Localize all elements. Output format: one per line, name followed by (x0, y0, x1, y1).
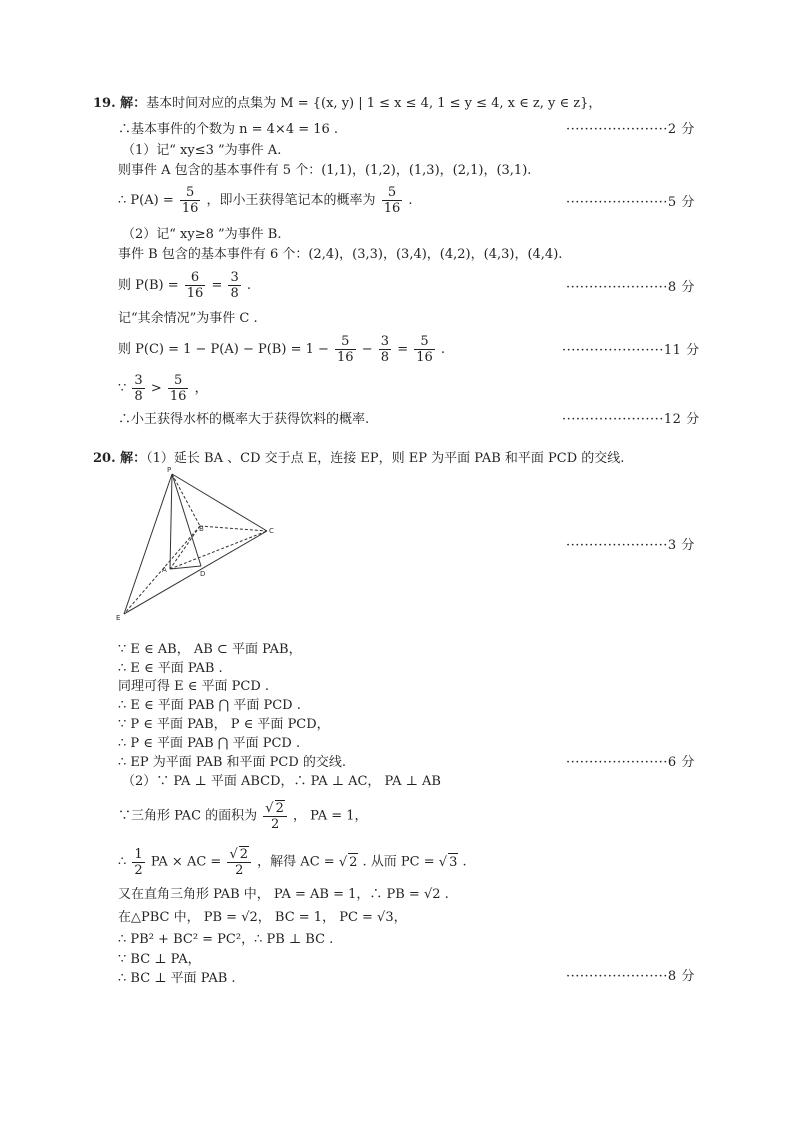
label-A: A (162, 566, 167, 574)
edge-PA (170, 474, 172, 569)
fraction-5-16-b: $\frac{5}{16}$ (383, 185, 401, 216)
label-C: C (269, 527, 274, 535)
q20-line-5: ∴ E ∈ 平面 PAB ⋂ 平面 PCD . (118, 698, 301, 713)
q19-line-8: 则 P(B) = $\frac{6}{16}$ = $\frac{3}{8}$ . (118, 270, 252, 301)
q19-score-12: ······················12 分 (562, 412, 700, 427)
q20-line-14: ∴ PB² + BC² = PC²，∴ PB ⊥ BC . (118, 932, 334, 947)
q20-line-2: ∵ E ∈ AB， AB ⊂ 平面 PAB， (118, 642, 302, 657)
q20-line-13: 在△PBC 中， PB = √2， BC = 1， PC = √3， (118, 910, 407, 925)
q20-line-3: ∴ E ∈ 平面 PAB . (118, 661, 223, 676)
q19-score-5: ······················5 分 (566, 195, 695, 210)
q19-line-12: ∴小王获得水杯的概率大于获得饮料的概率. (118, 412, 370, 427)
q19-line-5: ∴ P(A) = $\frac{5}{16}$ ，即小王获得笔记本的概率为 $\frac{5}{16}$ . (118, 185, 413, 216)
q19-line-3: （1）记“ xy≤3 ”为事件 A. (122, 143, 282, 158)
q19-score-8: ······················8 分 (566, 280, 695, 295)
edge-AD (170, 566, 201, 569)
q20-score-8: ······················8 分 (566, 969, 695, 984)
q19-header: 19. 解： (93, 96, 147, 111)
q20-header: 20. 解： (93, 451, 147, 466)
q19-line-10: 则 P(C) = 1 − P(A) − P(B) = 1 − $\frac{5}{16}$ − $\frac{3}{8}$ = $\frac{5}{16}$ . (118, 334, 446, 365)
q20-line-9: （2）∵ PA ⊥ 平面 ABCD，∴ PA ⊥ AC， PA ⊥ AB (122, 774, 441, 789)
label-D: D (200, 570, 206, 578)
fraction-5-16: $\frac{5}{16}$ (181, 185, 199, 216)
q19-line-11: ∵ $\frac{3}{8}$ > $\frac{5}{16}$ ， (118, 373, 208, 404)
q19-line-6: （2）记“ xy≥8 ”为事件 B. (122, 227, 282, 242)
q19-line-9: 记“其余情况”为事件 C . (118, 311, 258, 326)
q19-line-1: 19. 解：基本时间对应的点集为 M = {(x, y) | 1 ≤ x ≤ 4, 1 ≤ y ≤ 4, x ∈ z, y ∈ z}， (93, 96, 602, 111)
q20-line-4: 同理可得 E ∈ 平面 PCD . (118, 679, 270, 694)
edge-PC (172, 474, 267, 531)
q20-line-11: ∴ $\frac{1}{2}$ PA × AC = $\frac{√ 2}{2}$ ，解得 AC = √ 2 . 从而 PC = √ 3 . (118, 846, 467, 878)
edge-PE (124, 474, 172, 614)
pyramid-figure (112, 464, 287, 624)
q19-score-2: ······················2 分 (566, 122, 695, 137)
q20-line-10: ∵三角形 PAC 的面积为 $\frac{√ 2}{2}$ ， PA = 1， (118, 801, 368, 832)
q20-line-16: ∴ BC ⊥ 平面 PAB . (118, 971, 236, 986)
q20-line-15: ∵ BC ⊥ PA， (118, 952, 201, 967)
q19-line-4: 则事件 A 包含的基本事件有 5 个：(1,1)，(1,2)，(1,3)，(2,1)，(3,1). (118, 163, 532, 178)
q20-line-1: 20. 解：（1）延长 BA 、CD 交于点 E，连接 EP，则 EP 为平面 PAB 和平面 PCD 的交线. (93, 451, 625, 466)
label-B: B (199, 525, 204, 533)
q19-line-7: 事件 B 包含的基本事件有 6 个：(2,4)，(3,3)，(3,4)，(4,2)，(4,3)，(4,4). (118, 247, 563, 262)
q20-line-7: ∴ P ∈ 平面 PAB ⋂ 平面 PCD . (118, 736, 301, 751)
q20-line-12: 又在直角三角形 PAB 中， PA = AB = 1，∴ PB = √2 . (118, 887, 449, 902)
q20-line-6: ∵ P ∈ 平面 PAB， P ∈ 平面 PCD， (118, 717, 330, 732)
q20-score-6: ······················6 分 (566, 755, 695, 770)
edge-BC (200, 526, 267, 531)
q19-score-11: ······················11 分 (562, 343, 700, 358)
q20-line-8: ∴ EP 为平面 PAB 和平面 PCD 的交线. (118, 755, 347, 770)
edge-AC (170, 531, 267, 569)
q19-line-2: ∴基本事件的个数为 n = 4×4 = 16 . (118, 122, 339, 137)
edge-CE (124, 531, 267, 614)
label-P: P (167, 466, 172, 474)
label-E: E (116, 614, 121, 622)
q20-score-3: ······················3 分 (566, 538, 695, 553)
